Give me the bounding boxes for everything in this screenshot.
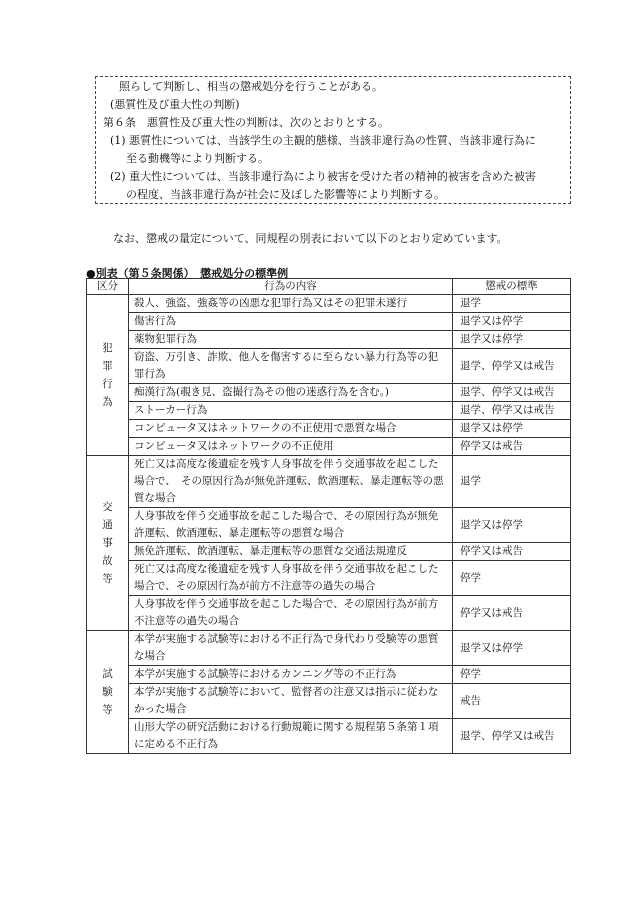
header-category: 区分 (87, 279, 129, 295)
category-exam (87, 631, 129, 754)
table-row (87, 508, 571, 543)
standard-cell: 退学又は停学 (453, 508, 571, 543)
act-cell: 痴漢行為(覗き見、盗撮行為その他の迷惑行為を含む。) (129, 384, 453, 402)
standard-cell: 退学、停学又は戒告 (453, 384, 571, 402)
standard-cell: 退学又は停学 (453, 631, 571, 666)
regulation-line-4: (1) 悪質性については、当該学生の主観的態様、当該非違行為の性質、当該非違行為に (110, 134, 536, 147)
table-row (87, 719, 571, 754)
act-cell: コンピュータ又はネットワークの不正使用で悪質な場合 (129, 420, 453, 438)
table-row (87, 438, 571, 456)
category-crime-label: 犯罪行為 (102, 342, 113, 408)
act-cell: 殺人、強盗、強姦等の凶悪な犯罪行為又はその犯罪未遂行 (129, 295, 453, 313)
table-row (87, 295, 571, 313)
table-row (87, 631, 571, 666)
act-cell: 本学が実施する試験等における不正行為で身代わり受験等の悪質な場合 (129, 631, 453, 666)
standard-cell: 戒告 (453, 684, 571, 719)
standard-cell: 退学、停学又は戒告 (453, 719, 571, 754)
regulation-line-5: 至る動機等により判断する。 (126, 152, 269, 165)
table-row (87, 384, 571, 402)
standard-cell: 停学 (453, 561, 571, 596)
act-cell: 窃盗、万引き、詐欺、他人を傷害するに至らない暴力行為等の犯罪行為 (129, 349, 453, 384)
table-title: ●別表（第５条関係） 懲戒処分の標準例 (86, 267, 289, 280)
act-cell: 山形大学の研究活動における行動規範に関する規程第５条第１項に定める不正行為 (129, 719, 453, 754)
category-traffic-label: 交通事故等 (102, 501, 113, 585)
standard-cell: 停学又は戒告 (453, 543, 571, 561)
standard-cell: 退学又は停学 (453, 331, 571, 349)
standard-cell: 退学、停学又は戒告 (453, 402, 571, 420)
header-act: 行為の内容 (129, 279, 453, 295)
table-row (87, 402, 571, 420)
table-row (87, 561, 571, 596)
header-standard: 懲戒の標準 (453, 279, 571, 295)
table-row (87, 331, 571, 349)
act-cell: 人身事故を伴う交通事故を起こした場合で、その原因行為が無免許運転、飲酒運転、暴走運転等の悪質な場合 (129, 508, 453, 543)
table-row (87, 684, 571, 719)
standard-cell: 停学又は戒告 (453, 438, 571, 456)
standard-cell: 退学 (453, 456, 571, 508)
table-row (87, 543, 571, 561)
standard-cell: 退学又は停学 (453, 420, 571, 438)
act-cell: 傷害行為 (129, 313, 453, 331)
table-row (87, 456, 571, 508)
table-row (87, 596, 571, 631)
act-cell: コンピュータ又はネットワークの不正使用 (129, 438, 453, 456)
standard-cell: 退学、停学又は戒告 (453, 349, 571, 384)
act-cell: 人身事故を伴う交通事故を起こした場合で、その原因行為が前方不注意等の過失の場合 (129, 596, 453, 631)
regulation-line-2: (悪質性及び重大性の判断) (110, 98, 240, 111)
act-cell: 薬物犯罪行為 (129, 331, 453, 349)
act-cell: 本学が実施する試験等において、監督者の注意又は指示に従わなかった場合 (129, 684, 453, 719)
table-header-row (87, 279, 571, 295)
standard-cell: 退学又は停学 (453, 313, 571, 331)
act-cell: ストーカー行為 (129, 402, 453, 420)
table-row (87, 349, 571, 384)
act-cell: 死亡又は高度な後遺症を残す人身事故を伴う交通事故を起こした場合で、その原因行為が前方不注意等の過失の場合 (129, 561, 453, 596)
regulation-line-3: 第６条 悪質性及び重大性の判断は、次のとおりとする。 (103, 116, 389, 129)
act-cell: 死亡又は高度な後遺症を残す人身事故を伴う交通事故を起こした場合で、 その原因行為が無免許運転、飲酒運転、暴走運転等の悪質な場合 (129, 456, 453, 508)
standard-cell: 停学又は戒告 (453, 596, 571, 631)
standard-cell: 退学 (453, 295, 571, 313)
regulation-line-7: の程度、当該非違行為が社会に及ぼした影響等により判断する。 (126, 188, 445, 201)
category-exam-label: 試験等 (102, 668, 113, 716)
table-row (87, 666, 571, 684)
standard-cell: 停学 (453, 666, 571, 684)
category-traffic (87, 456, 129, 631)
note-paragraph: なお、懲戒の量定について、同規程の別表において以下のとおり定めています。 (113, 232, 508, 245)
category-crime (87, 295, 129, 456)
regulation-line-1: 照らして判断し、相当の懲戒処分を行うことがある。 (119, 80, 383, 93)
act-cell: 本学が実施する試験等におけるカンニング等の不正行為 (129, 666, 453, 684)
table-row (87, 313, 571, 331)
regulation-line-6: (2) 重大性については、当該非違行為により被害を受けた者の精神的被害を含めた被害 (110, 170, 536, 183)
disciplinary-standards-table (86, 278, 571, 754)
act-cell: 無免許運転、飲酒運転、暴走運転等の悪質な交通法規違反 (129, 543, 453, 561)
table-row (87, 420, 571, 438)
